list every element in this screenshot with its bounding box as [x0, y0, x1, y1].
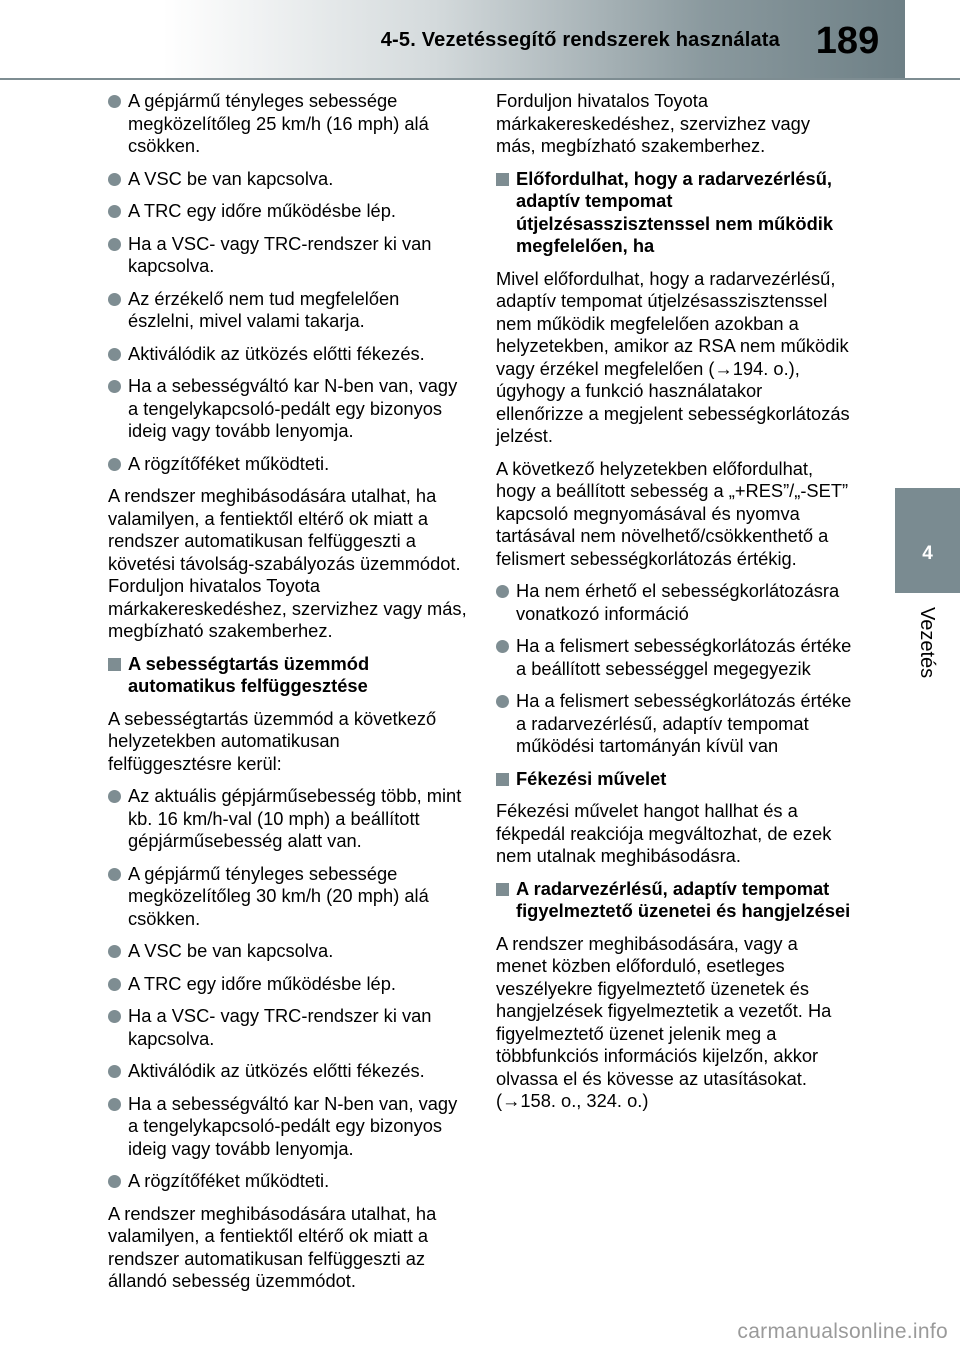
bullet-item	[108, 863, 468, 931]
bullet-dot-icon	[496, 640, 509, 653]
header-divider	[0, 78, 960, 80]
paragraph	[496, 268, 852, 448]
bullet-dot-icon	[108, 238, 121, 251]
paragraph-text: Mivel előfordulhat, hogy a radarvezérlésű, adaptív tempomat útjelzésasszisztenssel nem működik megfelelően azokban a helyzetekben, amikor az RSA nem működik vagy érzékel megfelelően (→194. o.), úgyhogy a funkció használatakor ellenőrizze a megjelent sebességkorlátozás jelzést.	[496, 267, 850, 446]
heading-square-icon	[108, 658, 121, 671]
bullet-text: Ha nem érhető el sebességkorlátozásra vonatkozó információ	[516, 580, 840, 624]
paragraph-text: Fékezési művelet hangot hallhat és a fékpedál reakciója megváltozhat, de ezek nem utalnak meghibásodásra.	[496, 800, 832, 866]
chapter-tab-label: Vezetés	[916, 607, 938, 679]
bullet-dot-icon	[496, 585, 509, 598]
paragraph-text: A sebességtartás üzemmód a következő helyzetekben automatikusan felfüggesztésre kerül:	[108, 707, 437, 774]
heading-square-icon	[496, 883, 509, 896]
bullet-item	[108, 233, 468, 278]
bullet-text: Ha a VSC- vagy TRC-rendszer ki van kapcsolva.	[128, 1005, 432, 1049]
paragraph-text: A következő helyzetekben előfordulhat, hogy a beállított sebesség a „+RES”/„-SET” kapcsoló megnyomásával és nyomva tartásával nem növelhető/csökkenthető a felismert sebességkorlátozás értékig.	[496, 457, 849, 569]
bullet-text: A gépjármű tényleges sebessége megközelítőleg 25 km/h (16 mph) alá csökken.	[128, 90, 429, 156]
section-heading	[108, 653, 468, 698]
bullet-item	[108, 168, 468, 191]
bullet-item	[496, 690, 852, 758]
section-heading	[496, 168, 852, 258]
chapter-tab	[895, 488, 960, 593]
bullet-item	[108, 1170, 468, 1193]
bullet-text: A rögzítőféket működteti.	[128, 1170, 330, 1191]
paragraph-text: A rendszer meghibásodására utalhat, ha valamilyen, a fentiektől eltérő ok miatt a rendszer automatikusan felfüggeszti a követési távolság-szabályozás üzemmódot. Forduljon hivatalos Toyota márkakereskedéshez, szervizhez vagy más, megbízható szakemberhez.	[108, 485, 467, 641]
heading-text: Előfordulhat, hogy a radarvezérlésű, adaptív tempomat útjelzésasszisztenssel nem működik megfelelően, ha	[516, 167, 834, 256]
bullet-text: A TRC egy időre működésbe lép.	[128, 200, 396, 221]
bullet-dot-icon	[108, 978, 121, 991]
bullet-text: Ha a sebességváltó kar N-ben van, vagy a tengelykapcsoló-pedált egy bizonyos ideig vagy tovább lenyomja.	[128, 375, 458, 441]
bullet-text: Az aktuális gépjárműsebesség több, mint kb. 16 km/h-val (10 mph) a beállított gépjárműsebesség alatt van.	[128, 785, 462, 851]
bullet-item	[108, 785, 468, 853]
paragraph	[108, 485, 468, 643]
bullet-item	[108, 453, 468, 476]
bullet-text: Ha a felismert sebességkorlátozás értéke a radarvezérlésű, adaptív tempomat működési tartományán kívül van	[516, 690, 852, 756]
section-heading	[496, 878, 852, 923]
bullet-item	[496, 580, 852, 625]
bullet-text: A rögzítőféket működteti.	[128, 452, 330, 474]
paragraph	[108, 1203, 468, 1293]
heading-square-icon	[496, 173, 509, 186]
paragraph	[496, 933, 852, 1113]
bullet-dot-icon	[108, 1098, 121, 1111]
paragraph-text: A rendszer meghibásodására, vagy a menet közben előforduló, esetleges veszélyekre figyelmeztető üzenetek és hangjelzések figyelmeztetik a vezetőt. Ha figyelmeztető üzenet jelenik meg a többfunkciós információs kijelzőn, akkor olvassa el és kövesse az utasításokat. (→158. o., 324. o.)	[496, 932, 832, 1111]
bullet-item	[108, 343, 468, 366]
bullet-text: Aktiválódik az ütközés előtti fékezés.	[128, 1060, 425, 1081]
bullet-item	[108, 1093, 468, 1161]
watermark: carmanualsonline.info	[737, 1320, 948, 1343]
bullet-dot-icon	[108, 458, 121, 471]
bullet-dot-icon	[108, 348, 121, 361]
left-column	[108, 90, 468, 1303]
bullet-dot-icon	[108, 1010, 121, 1023]
bullet-text: Ha a felismert sebességkorlátozás értéke a beállított sebességgel megegyezik	[516, 635, 852, 679]
heading-text: Fékezési művelet	[516, 767, 667, 789]
bullet-text: A VSC be van kapcsolva.	[128, 167, 334, 189]
bullet-text: Az érzékelő nem tud megfelelően észlelni, mivel valami takarja.	[128, 287, 400, 331]
bullet-dot-icon	[108, 790, 121, 803]
bullet-dot-icon	[108, 1065, 121, 1078]
paragraph-text: Forduljon hivatalos Toyota márkakereskedéshez, szervizhez vagy más, megbízható szakemberhez.	[496, 90, 810, 156]
paragraph	[496, 458, 852, 571]
bullet-text: A TRC egy időre működésbe lép.	[128, 972, 396, 994]
heading-text: A sebességtartás üzemmód automatikus felfüggesztése	[128, 652, 370, 696]
bullet-item	[108, 288, 468, 333]
bullet-dot-icon	[108, 1175, 121, 1188]
bullet-dot-icon	[108, 945, 121, 958]
bullet-dot-icon	[108, 868, 121, 881]
bullet-text: Ha a VSC- vagy TRC-rendszer ki van kapcsolva.	[128, 232, 432, 276]
bullet-item	[108, 973, 468, 996]
page-number: 189	[815, 20, 880, 62]
bullet-text: Aktiválódik az ütközés előtti fékezés.	[128, 342, 425, 364]
bullet-item	[108, 90, 468, 158]
heading-text: A radarvezérlésű, adaptív tempomat figyelmeztető üzenetei és hangjelzései	[516, 877, 851, 921]
bullet-item	[108, 1060, 468, 1083]
bullet-dot-icon	[496, 695, 509, 708]
bullet-item	[108, 375, 468, 443]
bullet-item	[108, 1005, 468, 1050]
bullet-dot-icon	[108, 293, 121, 306]
page-header	[0, 0, 960, 78]
chapter-tab-number: 4	[922, 543, 933, 564]
bullet-dot-icon	[108, 380, 121, 393]
paragraph	[496, 800, 852, 868]
paragraph	[496, 90, 852, 158]
heading-square-icon	[496, 773, 509, 786]
right-column	[496, 90, 852, 1123]
section-heading	[496, 768, 852, 791]
paragraph-text: A rendszer meghibásodására utalhat, ha valamilyen, a fentiektől eltérő ok miatt a rendszer automatikusan felfüggeszti az állandó sebesség üzemmódot.	[108, 1202, 437, 1291]
bullet-item	[108, 200, 468, 223]
bullet-dot-icon	[108, 173, 121, 186]
bullet-text: A gépjármű tényleges sebessége megközelítőleg 30 km/h (20 mph) alá csökken.	[128, 862, 429, 929]
paragraph	[108, 708, 468, 776]
bullet-dot-icon	[108, 95, 121, 108]
section-title: 4-5. Vezetéssegítő rendszerek használata	[380, 29, 780, 51]
bullet-text: Ha a sebességváltó kar N-ben van, vagy a tengelykapcsoló-pedált egy bizonyos ideig vagy tovább lenyomja.	[128, 1092, 458, 1159]
bullet-item	[496, 635, 852, 680]
bullet-dot-icon	[108, 205, 121, 218]
bullet-item	[108, 940, 468, 963]
bullet-text: A VSC be van kapcsolva.	[128, 940, 334, 961]
